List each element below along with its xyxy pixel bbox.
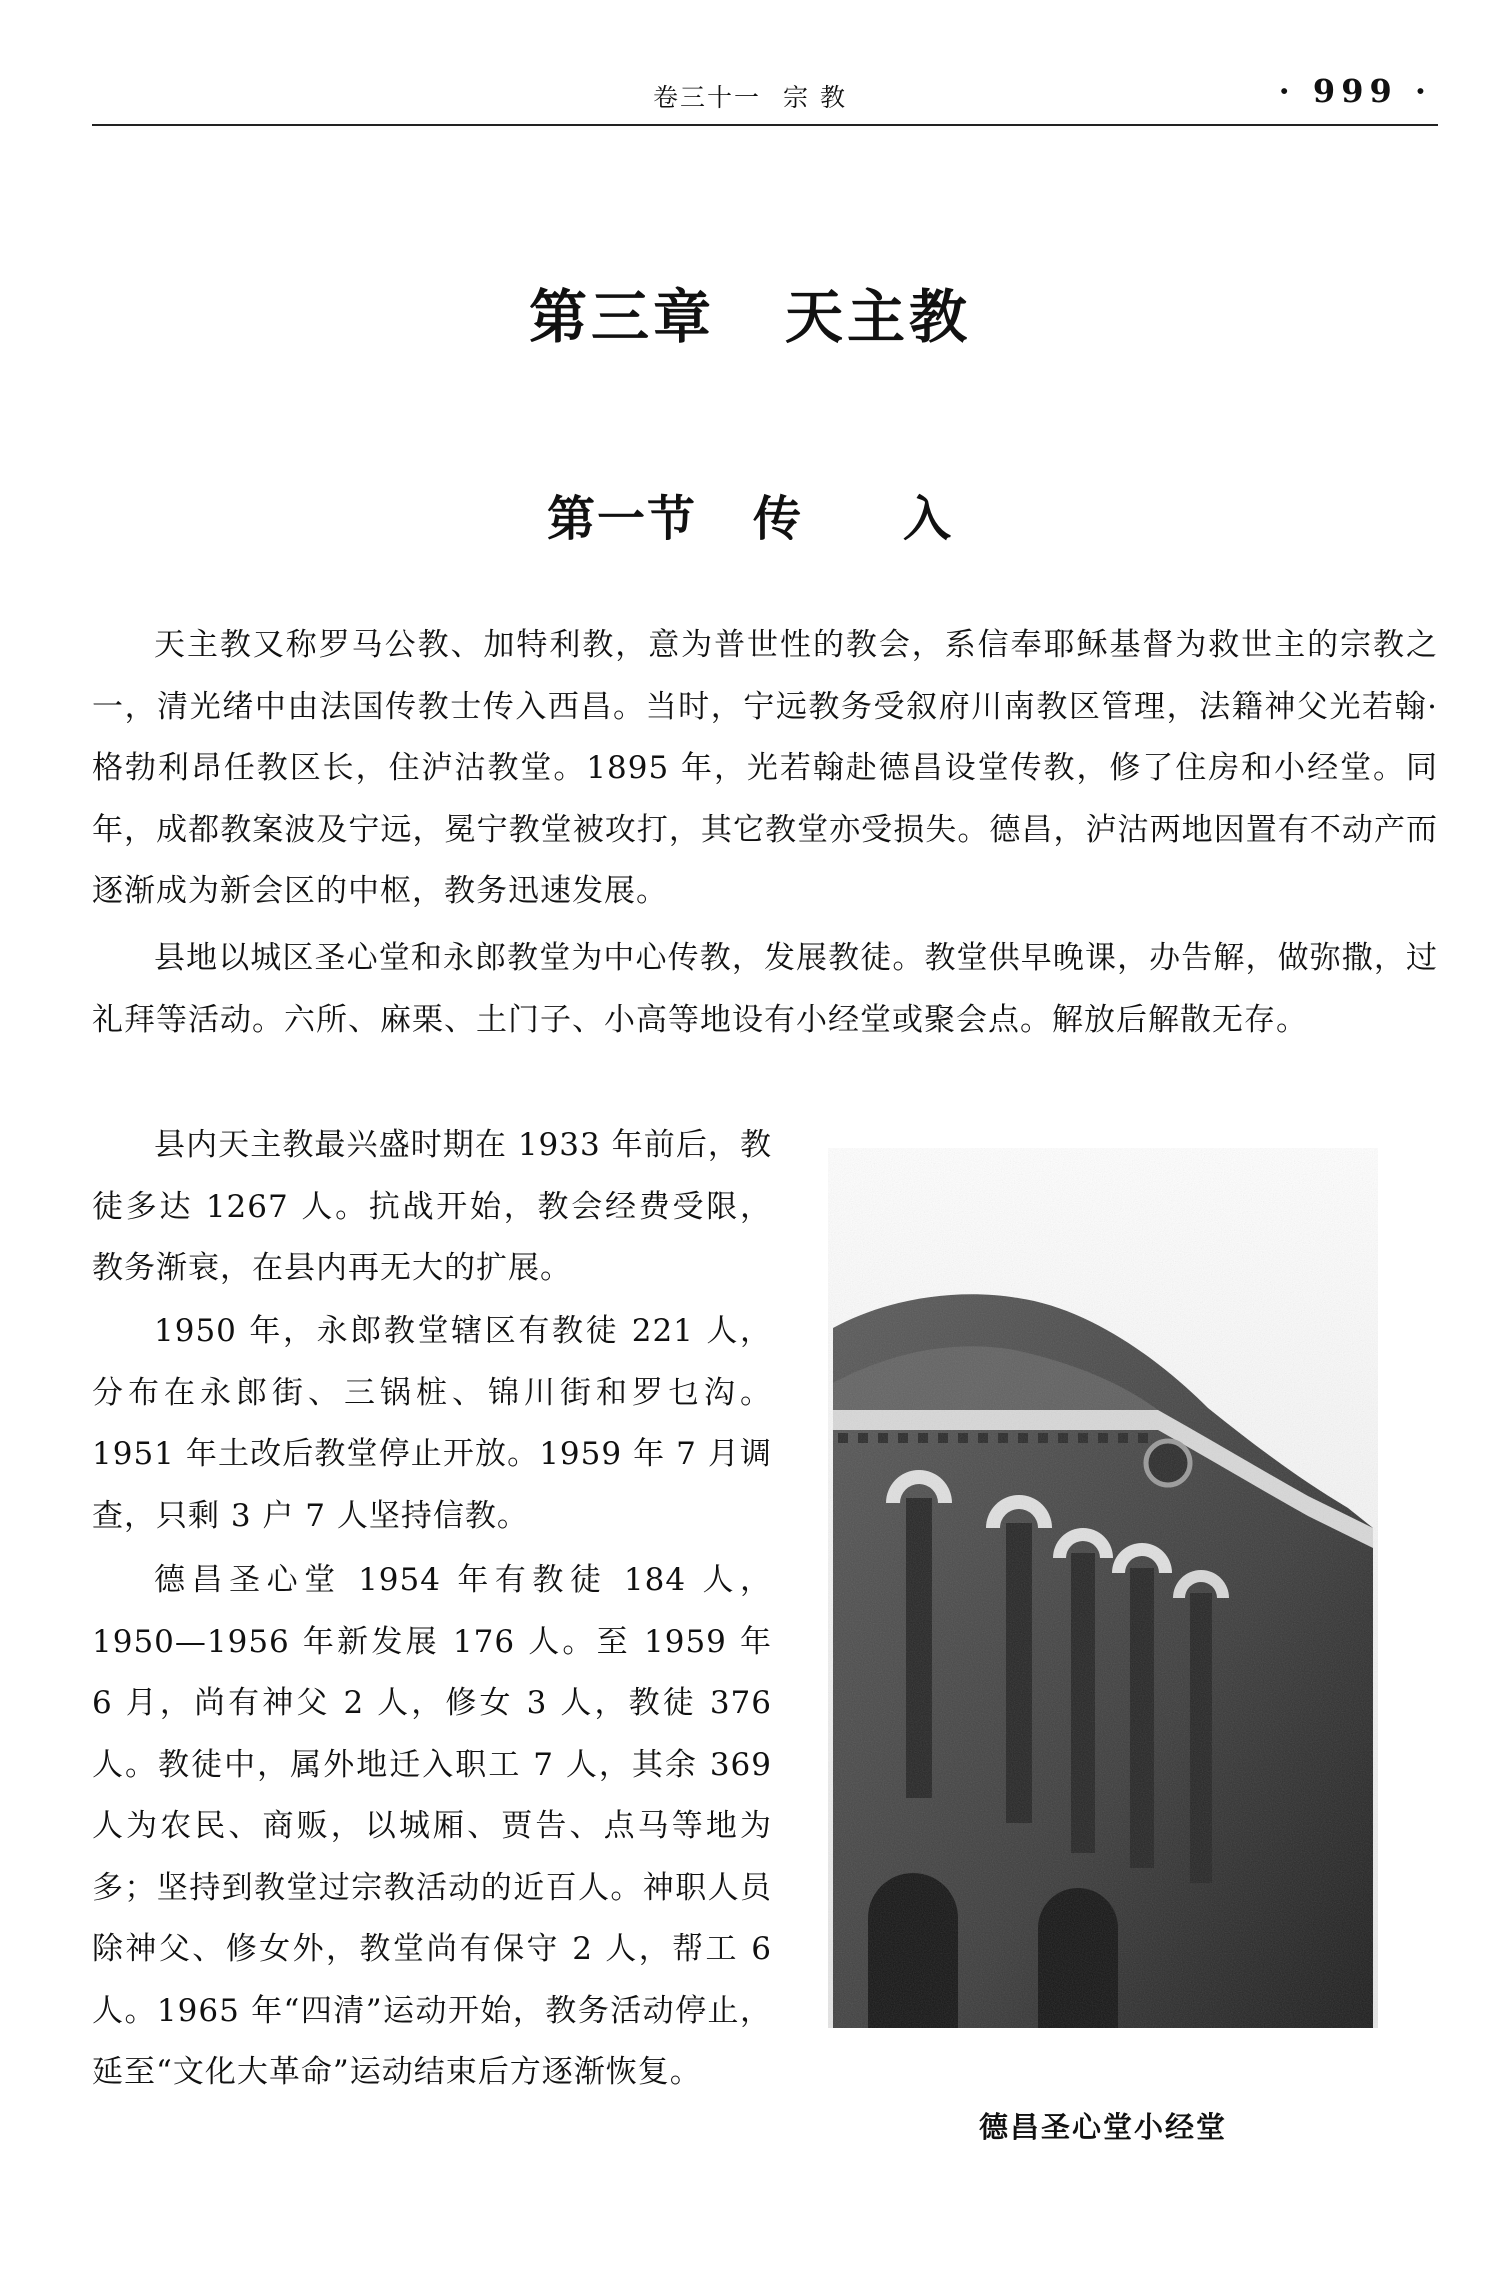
running-head	[0, 70, 1500, 120]
body-paragraph: 县内天主教最兴盛时期在 1933 年前后，教徒多达 1267 人。抗战开始，教会经费受限，教务渐衰，在县内再无大的扩展。	[92, 1127, 772, 1286]
chapter-name: 天主教	[785, 283, 972, 351]
body-paragraph: 德昌圣心堂 1954 年有教徒 184 人，1950—1956 年新发展 176 人。至 1959 年 6 月，尚有神父 2 人，修女 3 人，教徒 376 人。教徒中，属外地迁入职工 7 人，其余 369 人为农民、商贩，以城厢、贾告、点马等地为多；坚持到教堂过宗教活动的近百人。神职人员除神父、修女外，教堂尚有保守 2 人，帮工 6 人。1965 年“四清”运动开始，教务活动停止，延至“文化大革命”运动结束后方逐渐恢复。	[92, 1562, 772, 2090]
section-number: 第一节	[546, 491, 697, 547]
chapter-title	[0, 270, 1500, 354]
photo-caption: 德昌圣心堂小经堂	[978, 2110, 1227, 2144]
page-number: · 999 ·	[1278, 72, 1432, 110]
section-title-char-2: 入	[903, 491, 954, 547]
volume-label: 卷三十一	[653, 83, 762, 112]
running-title	[0, 78, 1500, 114]
section-title-char-1: 传	[752, 491, 803, 547]
section-title	[0, 480, 1500, 549]
church-photo	[828, 1148, 1378, 2028]
body-paragraph: 县地以城区圣心堂和永郎教堂为中心传教，发展教徒。教堂供早晚课，办告解，做弥撒，过礼拜等活动。六所、麻栗、土门子、小高等地设有小经堂或聚会点。解放后解散无存。	[92, 940, 1438, 1038]
chapter-number: 第三章	[528, 283, 715, 351]
body-paragraph: 1950 年，永郎教堂辖区有教徒 221 人，分布在永郎街、三锅桩、锦川街和罗乜沟。1951 年土改后教堂停止开放。1959 年 7 月调查，只剩 3 户 7 人坚持信教。	[92, 1313, 772, 1534]
topic-label: 宗 教	[783, 83, 847, 112]
body-paragraph: 天主教又称罗马公教、加特利教，意为普世性的教会，系信奉耶稣基督为救世主的宗教之一，清光绪中由法国传教士传入西昌。当时，宁远教务受叙府川南教区管理，法籍神父光若翰·格勃利昂任教区长，住泸沽教堂。1895 年，光若翰赴德昌设堂传教，修了住房和小经堂。同年，成都教案波及宁远，冕宁教堂被攻打，其它教堂亦受损失。德昌，泸沽两地因置有不动产而逐渐成为新会区的中枢，教务迅速发展。	[92, 627, 1438, 909]
header-rule	[92, 124, 1438, 126]
